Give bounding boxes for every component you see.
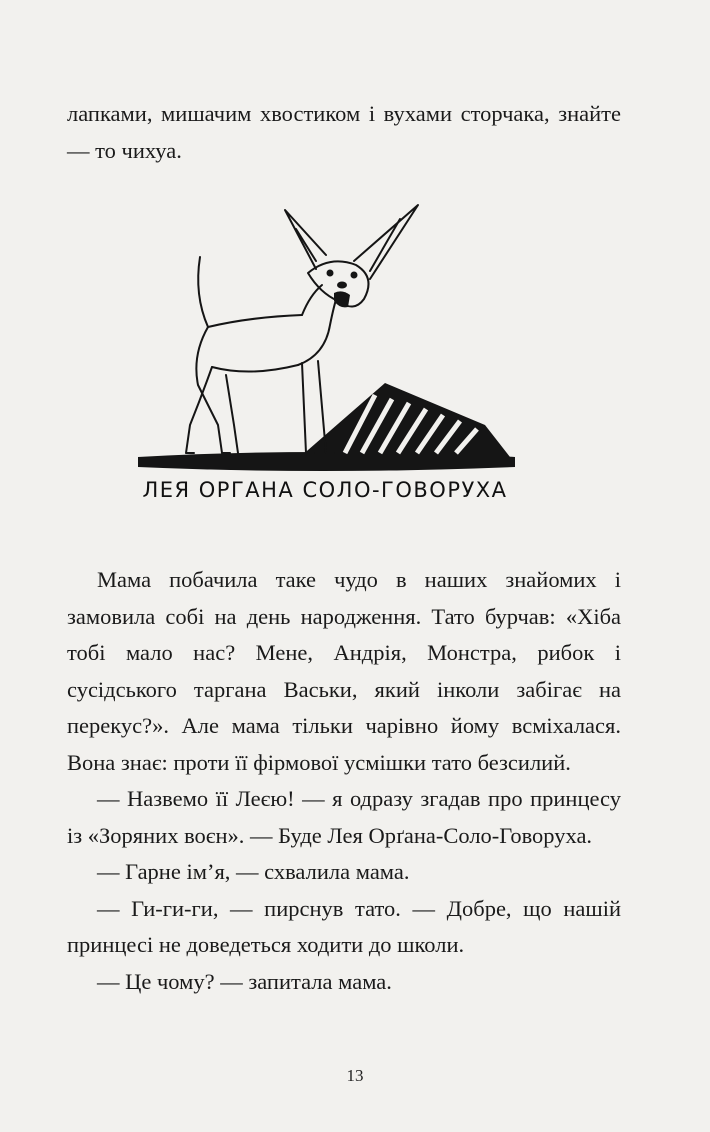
paragraph: — Це чому? — запитала мама. (97, 968, 392, 994)
paragraph: Мама побачила таке чудо в наших знайомих і замовила собі на день народження. Тато бурчав: «Хіба тобі мало нас? Мене, Андрія, Монстра, рибок і сусідського таргана Васьки, який інколи забігає на перекус?». Але мама тільки чарівно йому всміхалася. Вона знає: проти її фірмової усмішки тато безсилий. (67, 567, 621, 775)
page-number: 13 (346, 1066, 364, 1085)
lead-paragraph: лапками, мишачим хвостиком і вухами сторчака, знайте — то чихуа. (67, 101, 621, 163)
paragraph: — Гарне ім’я, — схвалила мама. (97, 859, 410, 884)
chihuahua-illustration (130, 195, 520, 515)
lead-text (67, 96, 621, 169)
paragraph: — Ги-ги-ги, — пирснув тато. — Добре, що нашій принцесі не доведеться ходити до школи. (67, 895, 621, 957)
paragraph: — Назвемо її Леєю! — я одразу згадав про принцесу із «Зоряних воєн». — Буде Лея Орґана-Соло-Говоруха. (67, 786, 621, 848)
illustration-caption: ЛЕЯ ОРГАНА СОЛО-ГОВОРУХА (142, 478, 508, 502)
body-text (67, 562, 621, 1000)
